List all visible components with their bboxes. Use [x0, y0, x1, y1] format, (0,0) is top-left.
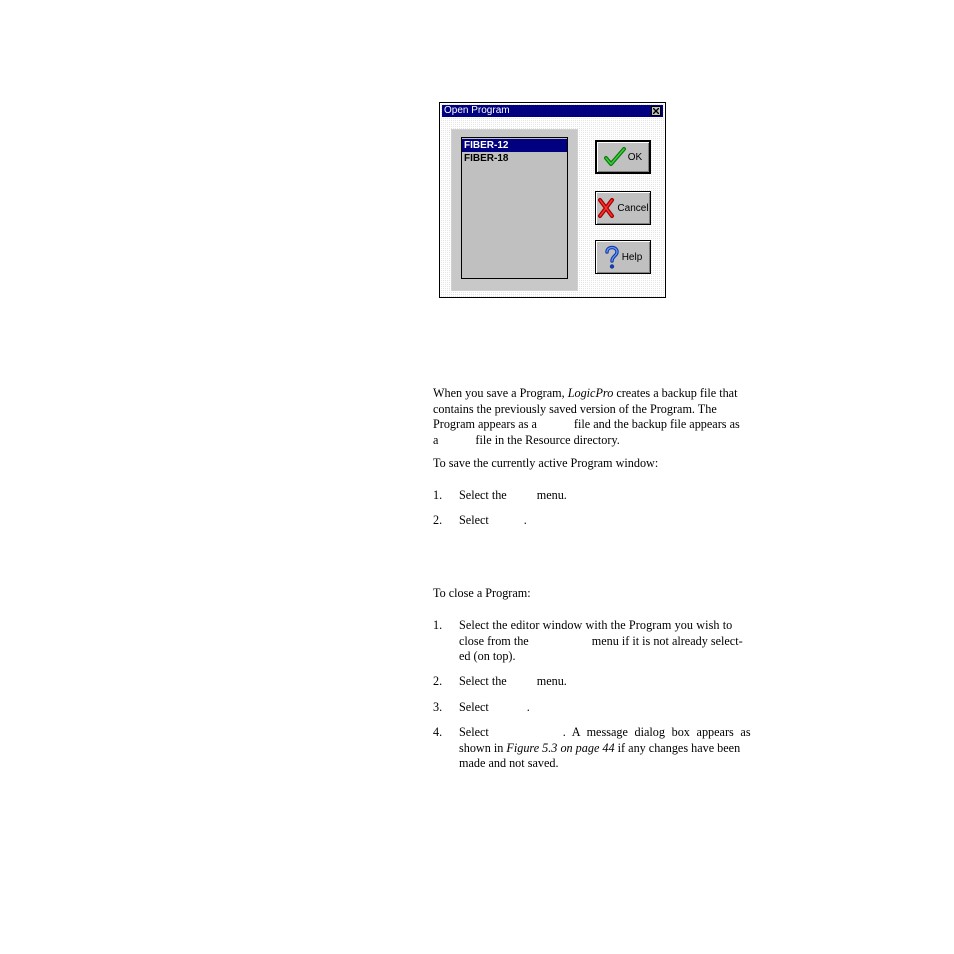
text-run: shown in	[459, 740, 507, 755]
text-run: menu.	[536, 488, 567, 502]
help-button[interactable]	[595, 240, 651, 274]
text-run: menu.	[536, 674, 567, 688]
dialog-title: Open Program	[444, 105, 510, 116]
text-run: a	[433, 432, 439, 447]
green-check-icon	[604, 147, 626, 167]
cancel-label: Cancel	[617, 202, 649, 214]
text-run: .	[523, 513, 527, 527]
ok-button[interactable]	[595, 140, 651, 174]
ok-label: OK	[627, 151, 643, 163]
save-intro-paragraph	[433, 386, 759, 448]
step-number: 2.	[433, 674, 443, 688]
text-run: .	[526, 700, 530, 714]
text-line: Select the editor window with the Program you wish to	[459, 618, 733, 632]
cancel-button[interactable]	[595, 191, 651, 225]
figure-reference: Figure 5.3 on page 44	[506, 740, 615, 755]
step-number: 4.	[433, 725, 443, 739]
text-run: creates a backup file that	[613, 386, 738, 400]
open-program-dialog	[439, 102, 666, 298]
list-item[interactable]: FIBER-12	[462, 139, 567, 152]
text-run: file and the backup file appears as	[573, 417, 740, 431]
program-listbox[interactable]	[461, 137, 568, 279]
text-run: Select the	[459, 488, 507, 502]
text-run: menu if it is not already select-	[591, 633, 743, 648]
save-lead: To save the currently active Program window:	[433, 456, 659, 470]
close-icon	[653, 108, 659, 114]
text-run: close from the	[459, 633, 529, 648]
close-lead: To close a Program:	[433, 586, 531, 600]
list-item[interactable]: FIBER-18	[464, 153, 509, 164]
step-number: 3.	[433, 700, 443, 714]
blue-question-mark-icon	[604, 244, 620, 270]
text-line: ed (on top).	[459, 649, 516, 663]
red-x-icon	[597, 197, 615, 219]
step-number: 1.	[433, 618, 443, 632]
text-run: Select	[459, 513, 489, 527]
help-label: Help	[621, 251, 643, 263]
dialog-titlebar[interactable]	[442, 105, 663, 117]
text-run: if any changes have been	[614, 740, 741, 755]
text-run: When you save a Program,	[433, 386, 568, 400]
text-line: made and not saved.	[459, 756, 559, 770]
text-run: Select	[459, 725, 489, 739]
step-number: 1.	[433, 488, 443, 502]
product-name: LogicPro	[567, 386, 614, 400]
step-number: 2.	[433, 513, 443, 527]
text-line: contains the previously saved version of the Program. The	[433, 401, 717, 416]
text-run: Program appears as a	[433, 417, 537, 431]
text-run: Select	[459, 700, 489, 714]
text-run: . A message dialog box appears as	[562, 725, 751, 739]
text-run: Select the	[459, 674, 507, 688]
close-button[interactable]	[651, 106, 661, 116]
text-run: file in the Resource directory.	[475, 432, 620, 447]
